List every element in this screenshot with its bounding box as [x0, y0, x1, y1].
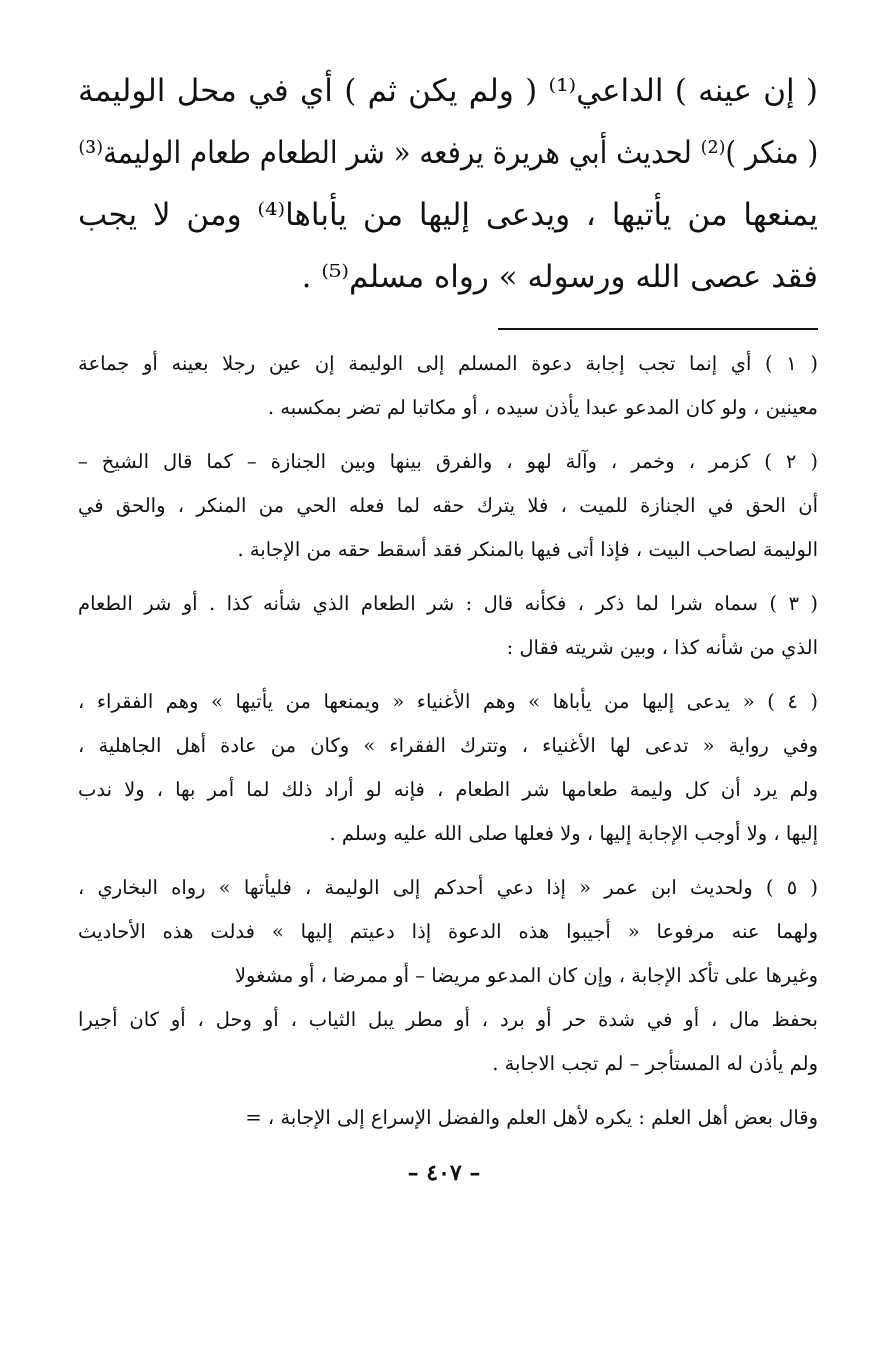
main-text-line: ( إن عينه ) الداعي⁽¹⁾ ( ولم يكن ثم ) أي في محل الوليمة	[78, 73, 818, 109]
footnote-line: بحفظ مال ، أو في شدة حر أو برد ، أو مطر يبل الثياب ، أو وحل ، أو كان أجيرا	[78, 1008, 818, 1031]
footnote-3	[78, 582, 818, 670]
footnote-line: ولهما عنه مرفوعا « أجيبوا هذه الدعوة إذا دعيتم إليها » فدلت هذه الأحاديث	[78, 920, 818, 943]
footnote-2	[78, 440, 818, 572]
page-number: – ٤٠٧ –	[407, 1160, 481, 1186]
footnote-line: وقال بعض أهل العلم : يكره لأهل العلم والفضل الإسراع إلى الإجابة ، =	[245, 1106, 818, 1129]
main-text-line: يمنعها من يأتيها ، ويدعى إليها من يأباها⁽⁴⁾ ومن لا يجب	[78, 197, 818, 233]
footnote-line: ولم يرد أن كل وليمة طعامها شر الطعام ، فإنه لو أراد ذلك لما أمر بها ، ولا ندب	[78, 778, 818, 801]
footnote-line: إليها ، ولا أوجب الإجابة إليها ، ولا فعلها صلى الله عليه وسلم .	[329, 822, 818, 845]
footnote-line: ( ٢ ) كزمر ، وخمر ، وآلة لهو ، والفرق بينها وبين الجنازة – كما قال الشيخ –	[78, 450, 818, 473]
footnote-line: الوليمة لصاحب البيت ، فإذا أتى فيها بالمنكر فقد أسقط حقه من الإجابة .	[237, 538, 818, 561]
document-page	[78, 60, 818, 1150]
footnote-continuation	[78, 1096, 818, 1140]
footnote-divider	[498, 328, 818, 330]
footnote-line: ( ١ ) أي إنما تجب إجابة دعوة المسلم إلى الوليمة إن عين رجلا بعينه أو جماعة	[78, 352, 818, 375]
footnote-line: ( ٤ ) « يدعى إليها من يأباها » وهم الأغنياء « ويمنعها من يأتيها » وهم الفقراء ،	[78, 690, 818, 713]
footnote-line: الذي من شأنه كذا ، وبين شريته فقال :	[506, 636, 818, 659]
footnote-line: وفي رواية « تدعى لها الأغنياء ، وتترك الفقراء » وكان من عادة أهل الجاهلية ،	[78, 734, 818, 757]
footnote-5	[78, 866, 818, 1086]
footnote-line: ( ٥ ) ولحديث ابن عمر « إذا دعي أحدكم إلى الوليمة ، فليأتها » رواه البخاري ،	[78, 876, 818, 899]
main-text-line: ( منكر )⁽²⁾ لحديث أبي هريرة يرفعه « شر الطعام طعام الوليمة⁽³⁾	[78, 135, 818, 171]
footnote-line: معينين ، ولو كان المدعو عبدا يأذن سيده ، أو مكاتبا لم تضر بمكسبه .	[267, 396, 818, 419]
footnotes-section	[78, 342, 818, 1140]
main-text	[78, 60, 818, 308]
footnote-1	[78, 342, 818, 430]
main-text-line: فقد عصى الله ورسوله » رواه مسلم⁽⁵⁾ .	[301, 259, 818, 295]
footnote-line: وغيرها على تأكد الإجابة ، وإن كان المدعو مريضا – أو ممرضا ، أو مشغولا	[234, 964, 818, 987]
footnote-line: أن الحق في الجنازة للميت ، فلا يترك حقه لما فعله الحي من المنكر ، والحق في	[78, 494, 818, 517]
footnote-4	[78, 680, 818, 856]
footnote-line: ولم يأذن له المستأجر – لم تجب الاجابة .	[492, 1052, 818, 1075]
footnote-line: ( ٣ ) سماه شرا لما ذكر ، فكأنه قال : شر الطعام الذي شأنه كذا . أو شر الطعام	[78, 592, 818, 615]
